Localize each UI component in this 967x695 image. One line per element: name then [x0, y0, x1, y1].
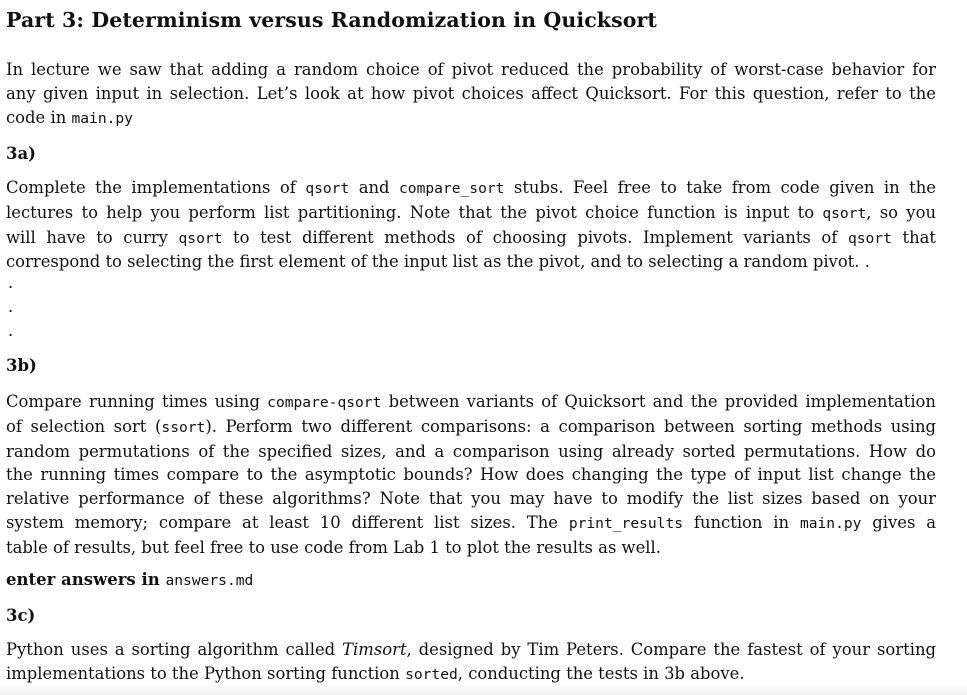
s3c-line-2 [6, 662, 936, 687]
s3b-line-5: relative performance of these algorithms? Note that you may have to modify the list sizes based on your [6, 489, 936, 509]
s3b-line-6 [6, 511, 936, 536]
timsort-emphasis: Timsort [342, 640, 407, 659]
s3b-text: ). Perform two different comparisons: a comparison between sorting methods using [205, 416, 936, 436]
intro-paragraph [6, 58, 936, 130]
section-3c-paragraph [6, 638, 936, 687]
heading-3b: 3b) [6, 356, 37, 375]
s3b-line-1 [6, 390, 936, 415]
code-compare-qsort: compare-qsort [267, 394, 382, 411]
ellipsis-dots [8, 271, 938, 343]
dot: . [8, 321, 14, 340]
s3b-text: between variants of Quicksort and the provided implementation [381, 392, 936, 411]
code-compare-sort: compare_sort [399, 180, 505, 197]
s3c-text: Python uses a sorting algorithm called [6, 640, 343, 659]
s3b-text: gives a [861, 512, 936, 532]
answers-note [6, 569, 936, 592]
s3c-line-1 [6, 638, 936, 662]
s3b-line-7: table of results, but feel free to use code from Lab 1 to plot the results as well. [6, 537, 661, 557]
code-main-py: main.py [799, 514, 862, 532]
s3b-line-2 [6, 415, 936, 440]
s3a-line-4: correspond to selecting the first element of the input list as the pivot, and to selecting a random pivot. . [6, 252, 870, 272]
section-3b-paragraph [6, 390, 936, 560]
code-answers-md: answers.md [165, 572, 254, 589]
section-3a-paragraph [6, 176, 936, 274]
s3a-text: to test different methods of choosing pivots. Implement variants of [222, 227, 848, 247]
s3a-text: , so you [866, 202, 936, 222]
code-sorted: sorted [405, 665, 458, 683]
code-qsort: qsort [847, 229, 892, 247]
s3a-text: will have to curry [6, 227, 179, 247]
s3b-text: Compare running times using [6, 392, 268, 411]
s3a-text: Complete the implementations of [6, 178, 306, 197]
s3a-text: and [349, 178, 400, 197]
intro-line-3-text: code in [6, 107, 72, 127]
s3a-line-1 [6, 176, 936, 201]
s3b-line-3: random permutations of the specified sizes, and a comparison using already sorted permutations. How do [6, 441, 936, 461]
s3b-line-4: the running times compare to the asymptotic bounds? How does changing the type of input list change the [6, 465, 936, 485]
s3b-text: of selection sort ( [6, 416, 162, 436]
heading-3a: 3a) [6, 144, 36, 163]
s3a-line-2 [6, 201, 936, 226]
intro-line-1: In lecture we saw that adding a random choice of pivot reduced the probability of worst-case behavior for [6, 60, 936, 79]
s3a-text: lectures to help you perform list partitioning. Note that the pivot choice function is input to [6, 202, 823, 222]
s3b-text: system memory; compare at least 10 different list sizes. The [6, 512, 569, 532]
bottom-fade [0, 685, 967, 695]
intro-line-3 [6, 106, 936, 131]
answers-note-text: enter answers in [6, 570, 166, 589]
s3c-text: , designed by Tim Peters. Compare the fastest of your sorting [406, 640, 936, 659]
s3c-text: implementations to the Python sorting function [6, 663, 406, 683]
s3c-text: , conducting the tests in 3b above. [457, 663, 745, 683]
code-ssort: ssort [161, 418, 206, 436]
code-main-py: main.py [71, 109, 133, 127]
dot: . [8, 297, 14, 316]
heading-3c: 3c) [6, 606, 36, 625]
code-print-results: print_results [568, 514, 684, 532]
intro-line-2: any given input in selection. Let’s look at how pivot choices affect Quicksort. For this question, refer to the [6, 83, 936, 103]
code-qsort: qsort [822, 204, 867, 222]
s3b-text: function in [683, 512, 800, 532]
s3a-text: stubs. Feel free to take from code given in the [504, 178, 937, 197]
s3a-line-3 [6, 226, 936, 251]
code-qsort: qsort [178, 229, 223, 247]
code-qsort: qsort [305, 180, 350, 197]
page-title: Part 3: Determinism versus Randomization in Quicksort [6, 8, 657, 32]
s3a-text: that [891, 227, 936, 247]
dot: . [8, 273, 14, 292]
